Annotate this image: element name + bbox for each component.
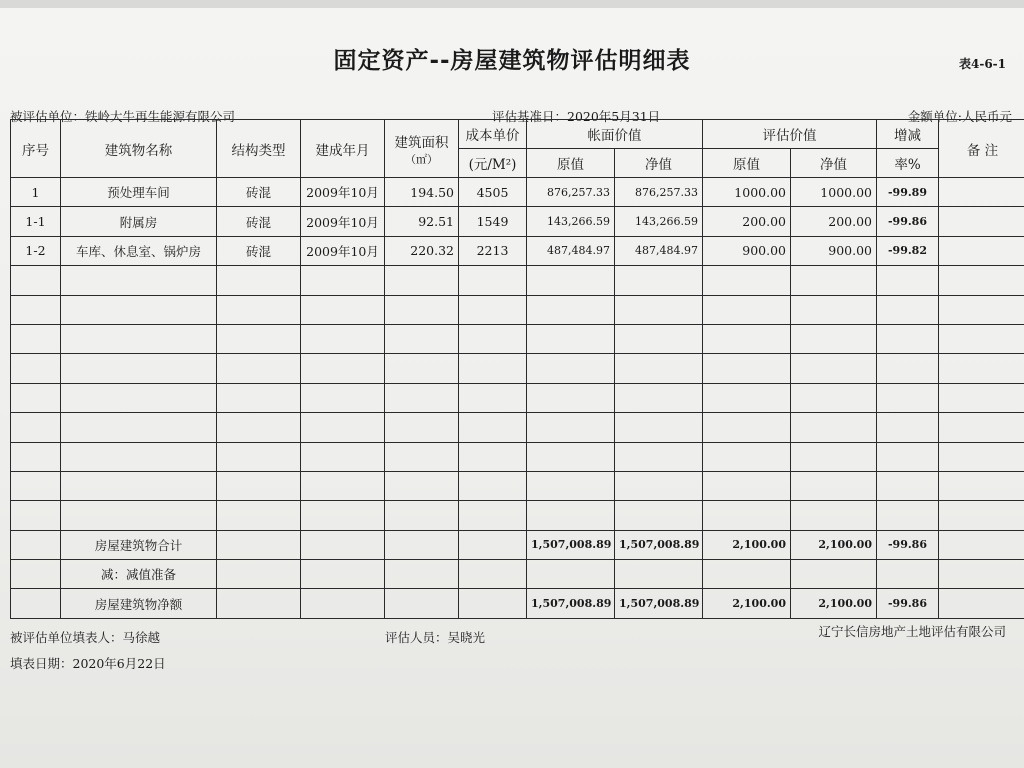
header-change-line2: 率% [877, 149, 939, 178]
header-book-net: 净值 [615, 149, 703, 178]
cell-remarks [939, 236, 1024, 265]
cell-change: -99.89 [877, 178, 939, 207]
summary-book-original: 1,507,008.89 [527, 530, 615, 559]
cell-eval-net: 200.00 [791, 207, 877, 236]
summary-eval-net: 2,100.00 [791, 589, 877, 618]
cell-structure: 砖混 [217, 236, 301, 265]
cell-name: 预处理车间 [61, 178, 217, 207]
cell-structure: 砖混 [217, 207, 301, 236]
cell-name: 附属房 [61, 207, 217, 236]
cell-eval-net: 1000.00 [791, 178, 877, 207]
table-row [11, 236, 1024, 265]
empty-row [11, 354, 1024, 383]
form-filler: 被评估单位填表人：马徐越 [10, 630, 161, 645]
cell-change: -99.86 [877, 207, 939, 236]
header-change-line1: 增减 [877, 120, 939, 149]
summary-label: 房屋建筑物合计 [61, 530, 217, 559]
base-date: 评估基准日：2020年5月31日 [492, 109, 661, 124]
cell-book-original: 487,484.97 [527, 236, 615, 265]
summary-book-net: 1,507,008.89 [615, 530, 703, 559]
summary-book-original: 1,507,008.89 [527, 589, 615, 618]
summary-book-original [527, 560, 615, 589]
cell-change: -99.82 [877, 236, 939, 265]
cell-book-net: 487,484.97 [615, 236, 703, 265]
cell-built: 2009年10月 [301, 207, 385, 236]
header-eval-original: 原值 [703, 149, 791, 178]
empty-row [11, 501, 1024, 530]
page-title: 固定资产--房屋建筑物评估明细表 [333, 48, 691, 74]
header-remarks: 备 注 [939, 120, 1024, 178]
cell-structure: 砖混 [217, 178, 301, 207]
summary-book-net [615, 560, 703, 589]
cell-seq: 1-2 [11, 236, 61, 265]
form-number: 表4-6-1 [958, 57, 1006, 71]
summary-change [877, 560, 939, 589]
cell-unit-cost: 1549 [459, 207, 527, 236]
cell-seq: 1 [11, 178, 61, 207]
cell-built: 2009年10月 [301, 236, 385, 265]
summary-label: 减：减值准备 [61, 560, 217, 589]
cell-area: 92.51 [385, 207, 459, 236]
cell-book-original: 876,257.33 [527, 178, 615, 207]
header-area-line1: 建筑面积 [394, 134, 449, 151]
header-area-line2: （㎡） [405, 152, 438, 166]
summary-row [11, 589, 1024, 618]
cell-built: 2009年10月 [301, 178, 385, 207]
summary-row [11, 560, 1024, 589]
summary-change: -99.86 [877, 589, 939, 618]
header-unit-cost-line2: (元/M²) [459, 149, 527, 178]
cell-eval-original: 1000.00 [703, 178, 791, 207]
empty-row [11, 383, 1024, 412]
assessed-unit: 被评估单位：铁岭大牛再生能源有限公司 [10, 109, 236, 124]
summary-book-net: 1,507,008.89 [615, 589, 703, 618]
table-row [11, 178, 1024, 207]
empty-row [11, 413, 1024, 442]
cell-unit-cost: 4505 [459, 178, 527, 207]
header-seq: 序号 [11, 120, 61, 178]
empty-row [11, 442, 1024, 471]
assessor: 评估人员：吴晓光 [385, 630, 486, 645]
assessment-table [10, 119, 1024, 619]
cell-eval-original: 200.00 [703, 207, 791, 236]
empty-row [11, 266, 1024, 295]
table-row [11, 207, 1024, 236]
summary-change: -99.86 [877, 530, 939, 559]
summary-eval-net [791, 560, 877, 589]
cell-eval-original: 900.00 [703, 236, 791, 265]
header-area [385, 120, 459, 178]
currency-unit: 金额单位:人民币元 [907, 109, 1012, 124]
cell-eval-net: 900.00 [791, 236, 877, 265]
cell-remarks [939, 178, 1024, 207]
header-structure: 结构类型 [217, 120, 301, 178]
empty-row [11, 324, 1024, 353]
header-book-value: 帐面价值 [527, 120, 703, 149]
cell-unit-cost: 2213 [459, 236, 527, 265]
empty-row [11, 471, 1024, 500]
cell-remarks [939, 207, 1024, 236]
header-eval-value: 评估价值 [703, 120, 877, 149]
cell-book-net: 143,266.59 [615, 207, 703, 236]
empty-row [11, 295, 1024, 324]
cell-area: 194.50 [385, 178, 459, 207]
fill-date: 填表日期：2020年6月22日 [10, 656, 166, 671]
summary-eval-original: 2,100.00 [703, 530, 791, 559]
summary-eval-net: 2,100.00 [791, 530, 877, 559]
cell-name: 车库、休息室、锅炉房 [61, 236, 217, 265]
cell-seq: 1-1 [11, 207, 61, 236]
header-unit-cost-line1: 成本单价 [459, 120, 527, 149]
assessment-company: 辽宁长信房地产土地评估有限公司 [818, 624, 1006, 639]
summary-label: 房屋建筑物净额 [61, 589, 217, 618]
summary-row [11, 530, 1024, 559]
summary-eval-original [703, 560, 791, 589]
cell-area: 220.32 [385, 236, 459, 265]
cell-book-net: 876,257.33 [615, 178, 703, 207]
header-eval-net: 净值 [791, 149, 877, 178]
header-built: 建成年月 [301, 120, 385, 178]
summary-eval-original: 2,100.00 [703, 589, 791, 618]
cell-book-original: 143,266.59 [527, 207, 615, 236]
header-book-original: 原值 [527, 149, 615, 178]
header-name: 建筑物名称 [61, 120, 217, 178]
